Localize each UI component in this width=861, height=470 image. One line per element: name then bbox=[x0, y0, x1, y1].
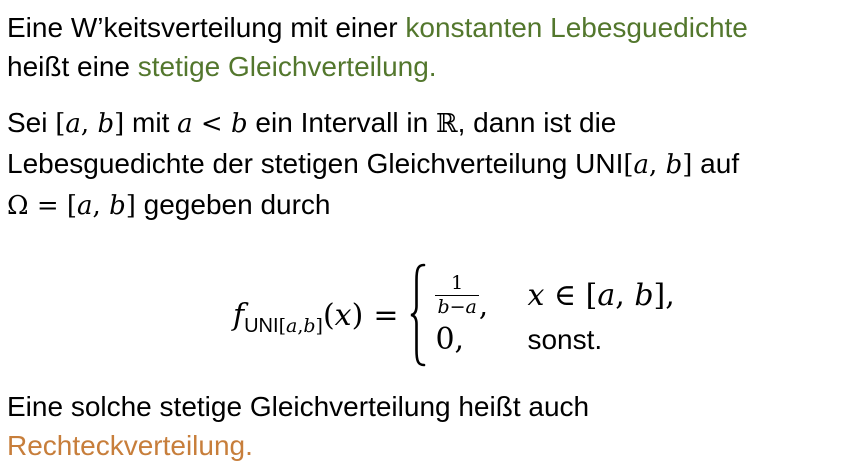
text-run: , bbox=[92, 191, 110, 221]
case1-comma: , bbox=[478, 287, 489, 322]
cond-x: x bbox=[527, 278, 545, 313]
text-line bbox=[7, 103, 861, 144]
formula-sub-close-bracket: ] bbox=[315, 314, 323, 337]
text-line bbox=[7, 387, 861, 426]
fraction-denominator bbox=[435, 295, 478, 319]
text-run: Eine W’keitsverteilung mit einer bbox=[7, 12, 406, 43]
text-run: stetige Gleichverteilung. bbox=[137, 51, 437, 82]
paragraph-setup bbox=[7, 103, 861, 226]
cases-grid bbox=[435, 273, 674, 358]
formula-lhs bbox=[233, 297, 408, 337]
formula-sub-open-bracket: [ bbox=[278, 314, 286, 337]
text-run: a bbox=[77, 191, 93, 221]
text-run: gegeben durch bbox=[135, 189, 331, 220]
text-run: , bbox=[80, 109, 98, 139]
formula-sub-a: a bbox=[285, 314, 298, 337]
fraction-numerator: 1 bbox=[451, 271, 464, 294]
text-run: b bbox=[109, 191, 126, 221]
text-run: Eine solche stetige Gleichverteilung heißt auch bbox=[7, 391, 590, 422]
text-run: ℝ bbox=[435, 109, 458, 139]
case2-condition: sonst. bbox=[527, 323, 603, 355]
formula-sub-b: b bbox=[303, 314, 316, 337]
cond-a: a bbox=[597, 278, 616, 313]
text-run: [ bbox=[55, 109, 66, 139]
text-run: b bbox=[97, 109, 115, 139]
text-run: auf bbox=[692, 148, 740, 179]
text-line bbox=[7, 144, 861, 185]
slide bbox=[7, 8, 861, 465]
cond-b: b bbox=[634, 278, 654, 313]
left-curly-brace-icon bbox=[408, 263, 426, 367]
cond-separator: , bbox=[615, 278, 635, 313]
text-run: Sei bbox=[7, 107, 56, 138]
text-line bbox=[7, 47, 861, 86]
case2-zero: 0, bbox=[435, 322, 465, 358]
text-run: ] bbox=[125, 191, 136, 221]
text-run: mit bbox=[124, 107, 178, 138]
text-run: b bbox=[665, 150, 683, 180]
text-line bbox=[7, 426, 861, 465]
cond-element-of: ∈ [ bbox=[544, 278, 598, 313]
case1-value bbox=[435, 271, 501, 322]
text-run: [ bbox=[623, 150, 634, 180]
case1-condition bbox=[527, 278, 674, 313]
text-run: < bbox=[192, 109, 231, 139]
text-run: ein Intervall in bbox=[247, 107, 436, 138]
cond-close: ], bbox=[653, 278, 675, 313]
text-line bbox=[7, 8, 861, 47]
formula-x: x bbox=[334, 297, 352, 333]
den-minus: − bbox=[449, 295, 466, 318]
case2-value bbox=[435, 322, 501, 357]
text-run: heißt eine bbox=[7, 51, 138, 82]
formula-uniform-density bbox=[233, 263, 861, 367]
paragraph-remark bbox=[7, 387, 861, 465]
formula-close-paren: ) bbox=[351, 297, 364, 333]
formula-open-paren: ( bbox=[322, 297, 335, 333]
text-run: , bbox=[649, 150, 666, 180]
text-run: Lebesguedichte der stetigen Gleichverteilung UNI bbox=[7, 148, 624, 179]
text-run: b bbox=[231, 109, 248, 139]
formula-subscript bbox=[244, 313, 323, 338]
text-run: konstanten Lebesguedichte bbox=[405, 12, 748, 43]
formula-sub-uni: UNI bbox=[244, 314, 279, 337]
text-run: a bbox=[177, 109, 193, 139]
text-run: , dann ist die bbox=[457, 107, 617, 138]
text-run: ] bbox=[114, 109, 125, 139]
text-line bbox=[7, 185, 861, 226]
formula-sub-comma: , bbox=[297, 314, 304, 337]
formula-f: f bbox=[233, 297, 245, 333]
text-run: a bbox=[65, 109, 81, 139]
equals-sign: = bbox=[373, 297, 399, 333]
text-run: a bbox=[633, 150, 650, 180]
text-run: Ω = [ bbox=[7, 191, 78, 221]
den-b: b bbox=[437, 295, 450, 318]
paragraph-definition bbox=[7, 8, 861, 86]
fraction-one-over-b-minus-a bbox=[435, 273, 478, 319]
den-a: a bbox=[465, 295, 477, 318]
text-run: ] bbox=[682, 150, 693, 180]
text-run: Rechteckverteilung. bbox=[7, 430, 253, 461]
